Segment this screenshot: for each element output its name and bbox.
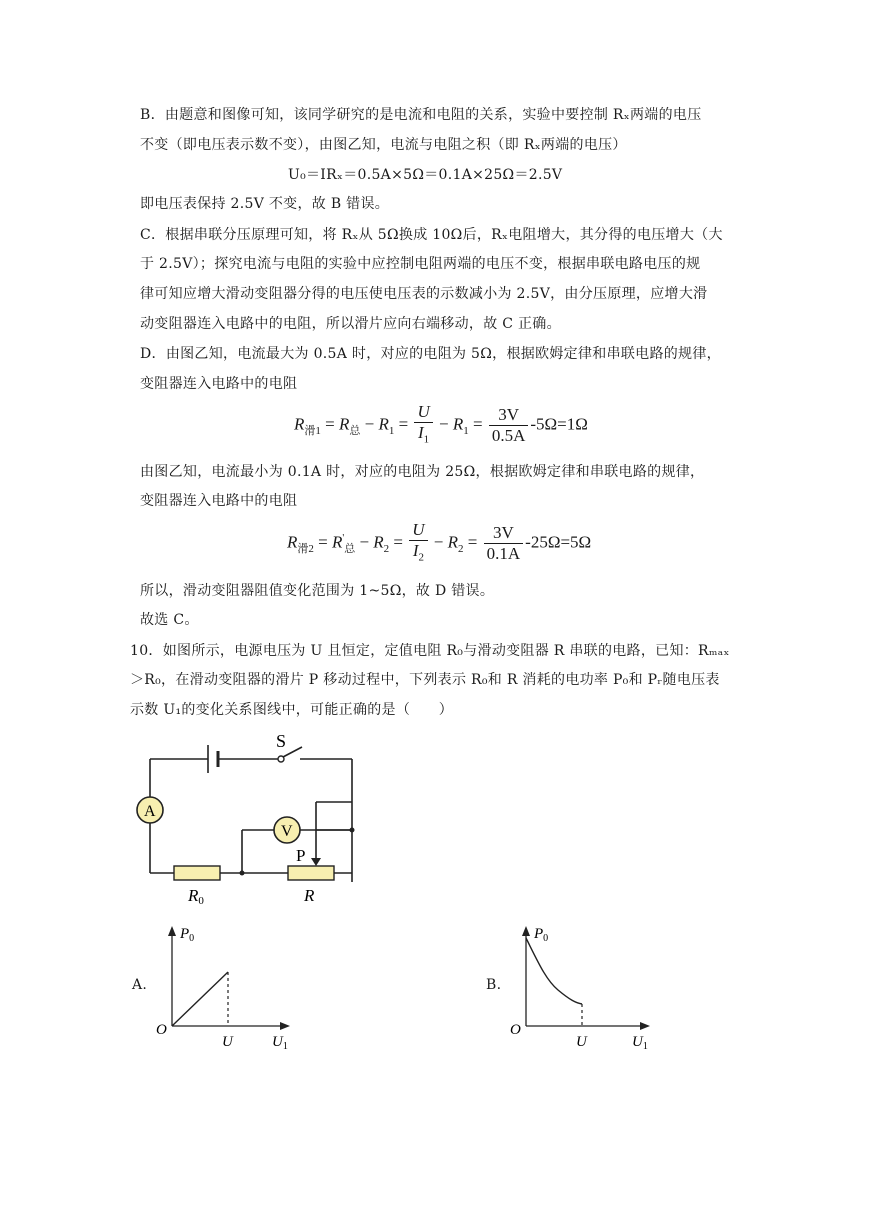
slider-arrowhead xyxy=(311,858,321,866)
graph-a xyxy=(152,922,292,1052)
formula2-r-sub-2: 2 xyxy=(458,543,464,555)
graph-b-origin: O xyxy=(510,1022,521,1038)
text-line-b1: B．由题意和图像可知，该同学研究的是电流和电阻的关系，实验中要控制 Rₓ两端的电压 xyxy=(140,107,702,123)
formula1-r-sub-2: 1 xyxy=(463,425,469,437)
option-b-label: B. xyxy=(486,977,502,993)
resistor-r0 xyxy=(174,866,220,880)
formula-r-slide-2: $R_{滑2} = R'_总 - R_2$ = $\frac{U}{I_2}$ − $R_2$ = $\frac{3V}{0.1A}$ -25Ω=5Ω xyxy=(287,520,591,567)
text-line-q10-1: 10．如图所示，电源电压为 U 且恒定，定值电阻 R₀与滑动变阻器 R 串联的电路，已知：Rₘₐₓ xyxy=(130,643,730,659)
formula1-lhs-sub: 滑1 xyxy=(304,425,321,437)
formula2-r-sub: 2 xyxy=(383,543,390,555)
r-label: R xyxy=(304,886,315,905)
text-line-d4: 变阻器连入电路中的电阻 xyxy=(140,493,298,509)
switch-label: S xyxy=(276,731,287,751)
text-line-d3: 由图乙知，电流最小为 0.1A 时，对应的电阻为 25Ω，根据欧姆定律和串联电路的规律， xyxy=(140,464,705,480)
text-line-c1: C．根据串联分压原理可知，将 Rₓ从 5Ω换成 10Ω后，Rₓ电阻增大，其分得的电压增大（大 xyxy=(140,227,723,243)
graph-b-y-arrow xyxy=(522,926,530,936)
formula1-r-sub: 1 xyxy=(388,425,395,437)
circuit-diagram xyxy=(130,727,360,907)
junction-dot-bottom xyxy=(240,871,245,876)
voltmeter-label: V xyxy=(281,823,293,840)
graph-b-u-tick: U xyxy=(576,1034,587,1050)
graph-a-line xyxy=(172,972,228,1026)
formula1-frac2-num: 3V xyxy=(489,405,529,426)
formula1-frac-ui: $\frac{U}{I_1}$ xyxy=(414,402,432,449)
graph-a-origin: O xyxy=(156,1022,167,1038)
formula2-frac2-den: 0.1A xyxy=(486,544,521,564)
graph-b-curve xyxy=(526,938,582,1004)
junction-dot-right xyxy=(350,828,355,833)
text-line-q10-2: ＞R₀，在滑动变阻器的滑片 P 移动过程中，下列表示 R₀和 R 消耗的电功率 P₀和 Pᵣ随电压表 xyxy=(130,672,720,688)
text-line-b2: 不变（即电压表示数不变），由图乙知，电流与电阻之积（即 Rₓ两端的电压） xyxy=(140,137,627,153)
text-line-c2: 于 2.5V）；探究电流与电阻的实验中应控制电阻两端的电压不变，根据串联电路电压的规 xyxy=(140,256,701,272)
text-line-u0: U₀＝IRₓ＝0.5A×5Ω＝0.1A×25Ω＝2.5V xyxy=(288,167,563,183)
graph-b-x-label: $U_1$ xyxy=(632,1034,648,1052)
graph-b-y-label: $P_0$ xyxy=(534,926,549,944)
rheostat-r xyxy=(288,866,334,880)
slider-label: P xyxy=(296,846,306,865)
graph-b-x-arrow xyxy=(640,1022,650,1030)
text-line-c4: 动变阻器连入电路中的电阻，所以滑片应向右端移动，故 C 正确。 xyxy=(140,316,561,332)
text-line-d1: D．由图乙知，电流最大为 0.5A 时，对应的电阻为 5Ω，根据欧姆定律和串联电路的规律， xyxy=(140,346,721,362)
formula2-frac-ui: $\frac{U}{I_2}$ xyxy=(409,520,427,567)
formula2-tail: -25Ω=5Ω xyxy=(525,532,592,552)
formula2-frac2-num: 3V xyxy=(484,523,524,544)
ammeter-label: A xyxy=(144,803,156,820)
text-line-c3: 律可知应增大滑动变阻器分得的电压使电压表的示数减小为 2.5V，由分压原理，应增大滑 xyxy=(140,286,708,302)
graph-a-x-arrow xyxy=(280,1022,290,1030)
option-a-label: A. xyxy=(132,977,148,993)
text-line-d5: 所以，滑动变阻器阻值变化范围为 1~5Ω，故 D 错误。 xyxy=(140,583,495,599)
text-line-q10-3: 示数 U₁的变化关系图线中，可能正确的是（ ） xyxy=(130,702,454,718)
formula1-total-sub: 总 xyxy=(349,425,361,437)
graph-a-y-arrow xyxy=(168,926,176,936)
formula1-frac-values xyxy=(489,405,529,446)
graph-a-y-label: $P_0$ xyxy=(180,926,195,944)
formula2-den-sub: 2 xyxy=(418,551,424,564)
text-line-answer: 故选 C。 xyxy=(140,612,199,628)
text-line-d2: 变阻器连入电路中的电阻 xyxy=(140,376,298,392)
formula2-num: U xyxy=(412,520,425,539)
formula2-lhs-sub: 滑2 xyxy=(297,543,314,555)
formula1-frac2-den: 0.5A xyxy=(491,426,526,446)
formula1-tail: -5Ω=1Ω xyxy=(530,414,588,434)
formula1-den-sub: 1 xyxy=(423,433,430,446)
formula-r-slide-1: $R_{滑1} = R_总 - R_1$ = $\frac{U}{I_1}$ − $R_1$ = $\frac{3V}{0.5A}$ -5Ω=1Ω xyxy=(294,402,588,449)
text-line-b3: 即电压表保持 2.5V 不变，故 B 错误。 xyxy=(140,196,390,212)
formula2-total-sub: 总 xyxy=(344,543,356,555)
formula1-num: U xyxy=(417,402,430,421)
r0-label: R0 xyxy=(188,886,204,907)
graph-a-x-label: $U_1$ xyxy=(272,1034,288,1052)
formula2-frac-values xyxy=(484,523,524,564)
graph-b xyxy=(506,922,656,1052)
graph-a-u-tick: U xyxy=(222,1034,233,1050)
